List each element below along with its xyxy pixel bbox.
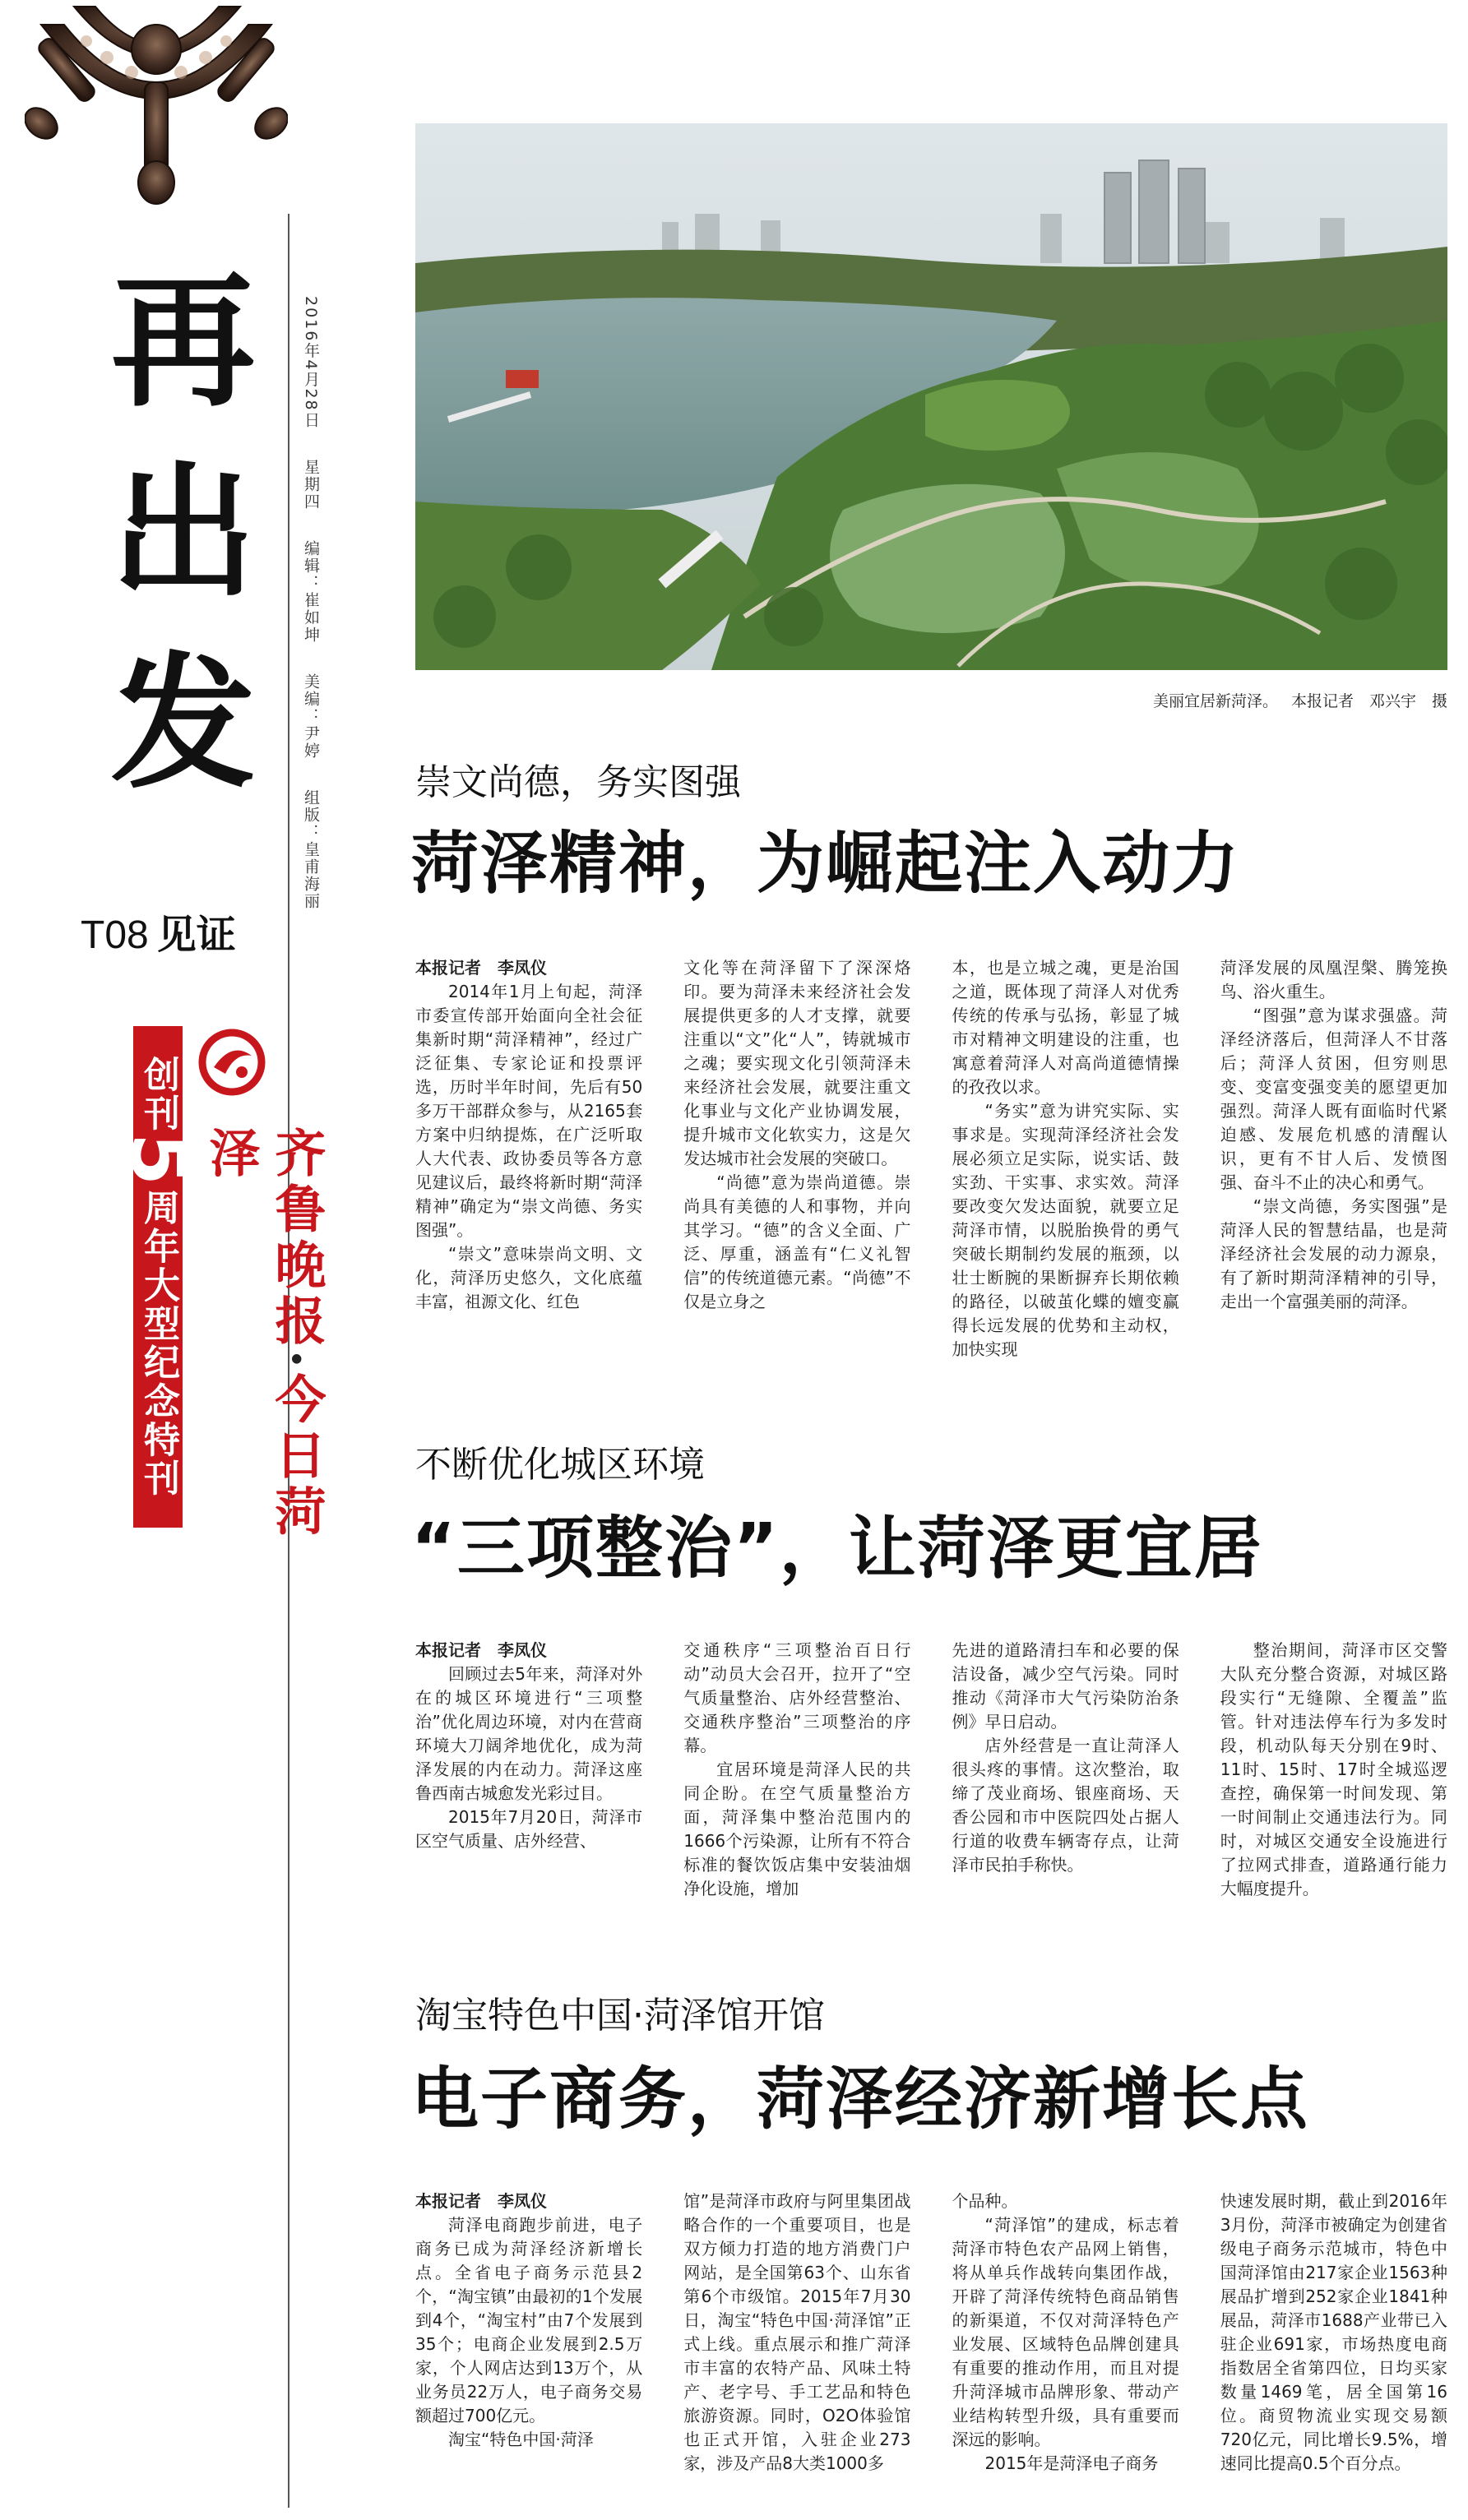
paragraph: 2015年7月20日，菏泽市区空气质量、店外经营、	[415, 1807, 643, 1851]
photo-caption-text: 美丽宜居新菏泽。	[1152, 692, 1278, 710]
article-3-headline: 电子商务，菏泽经济新增长点	[411, 2060, 1310, 2139]
paragraph: “尚德”意为崇尚道德。崇尚具有美德的人和事物，并向其学习。“德”的含义全面、广泛、厚重，涵盖有“仁义礼智信”的传统道德元素。“尚德”不仅是立身之	[683, 1172, 911, 1311]
paragraph: 菏泽发展的凤凰涅槃、腾笼换鸟、浴火重生。	[1220, 958, 1447, 1001]
paragraph: 店外经营是一直让菏泽人很头疼的事情。这次整治，取缔了茂业商场、银座商场、天香公园和市中医院四处占据人行道的收费车辆寄存点，让菏泽市民拍手称快。	[952, 1736, 1179, 1875]
article-1-body	[415, 956, 1447, 1376]
article-1-headline: 菏泽精神，为崛起注入动力	[411, 825, 1241, 903]
paragraph: 宜居环境是菏泽人民的共同企盼。在空气质量整治方面，菏泽集中整治范围内的1666个污染源，让所有不符合标准的餐饮饭店集中安装油烟净化设施，增加	[683, 1759, 911, 1898]
issue-date: 2016年4月28日	[302, 296, 320, 429]
article-1-column	[415, 956, 642, 1376]
paragraph: 交通秩序“三项整治百日行动”动员大会召开，拉开了“空气质量整治、店外经营整治、交通秩序整治”三项整治的序幕。	[683, 1640, 911, 1755]
article-2-column	[683, 1639, 910, 1967]
article-3-body	[415, 2189, 1447, 2510]
layout-credit: 组版：皇甫海丽	[302, 788, 320, 910]
article-1-column	[683, 956, 910, 1376]
city-lake-photo	[415, 123, 1447, 670]
ship-wheel-ornament	[25, 0, 288, 206]
paragraph: 整治期间，菏泽市区交警大队充分整合资源，对城区路段实行“无缝隙、全覆盖”监管。针对违法停车行为多发时段，机动队每天分别在9时、11时、15时、17时全城巡逻查控，确保第一时间发现、第一时间制止交通违法行为。同时，对城区交通安全设施进行了拉网式排查，道路通行能力大幅度提升。	[1220, 1640, 1447, 1898]
paper-edition: 今日菏泽	[201, 1126, 326, 1541]
photo-caption	[415, 689, 1447, 711]
paragraph: 先进的道路清扫车和必要的保洁设备，减少空气污染。同时推动《菏泽市大气污染防治条例》早日启动。	[952, 1640, 1179, 1732]
article-1-byline: 本报记者 李凤仪	[415, 958, 547, 978]
designer-credit: 美编：尹婷	[302, 673, 320, 760]
paragraph: “崇文尚德，务实图强”是菏泽人民的智慧结晶，也是菏泽经济社会发展的动力源泉，有了新时期菏泽精神的引导，走出一个富强美丽的菏泽。	[1220, 1196, 1447, 1311]
anniversary-suffix: 周年大型纪念特刊	[137, 1188, 179, 1498]
paper-name: 齐鲁晚报·今日菏泽	[201, 1126, 326, 1541]
article-2-column	[1220, 1639, 1447, 1967]
anniversary-prefix: 创刊	[137, 1056, 179, 1134]
paragraph: 2015年是菏泽电子商务	[984, 2453, 1159, 2473]
page-number	[81, 903, 236, 959]
article-2-column	[952, 1639, 1179, 1967]
issue-weekday: 星期四	[302, 458, 320, 511]
paragraph: 个品种。	[952, 2191, 1018, 2211]
anniversary-number: 5	[114, 1133, 202, 1189]
article-1-column	[952, 956, 1179, 1376]
paragraph: 2014年1月上旬起，菏泽市委宣传部开始面向全社会征集新时期“菏泽精神”，经过广泛征集、专家论证和投票评选，历时半年时间，先后有50多万干部群众参与，从2165套方案中归纳提炼，在广泛听取人大代表、政协委员等各方意见建议后，最终将新时期“菏泽精神”确定为“崇文尚德、务实图强”。	[415, 982, 643, 1240]
article-3-byline: 本报记者 李凤仪	[415, 2191, 547, 2211]
article-2-column	[415, 1639, 642, 1967]
article-3-column	[952, 2189, 1179, 2510]
article-2-headline: “三项整治”，让菏泽更宜居	[411, 1510, 1263, 1588]
paragraph: 回顾过去5年来，菏泽对外在的城区环境进行“三项整治”优化周边环境，对内在营商环境大刀阔斧地优化，成为菏泽发展的内在动力。菏泽这座鲁西南古城愈发光彩过目。	[415, 1664, 643, 1803]
paragraph: 快速发展时期，截止到2016年3月份，菏泽市被确定为创建省级电子商务示范城市，特色中国菏泽馆由217家企业1563种展品扩增到252家企业1841种展品，菏泽市1688产业带已入驻企业691家，市场热度电商指数居全省第四位，日均买家数量1469笔，居全国第16位。商贸物流业实现交易额720亿元，同比增长9.5%，增速同比提高0.5个百分点。	[1220, 2191, 1447, 2473]
article-3-column	[415, 2189, 642, 2510]
paper-name-text: 齐鲁晚报	[266, 1126, 326, 1350]
anniversary-banner	[114, 1026, 202, 1528]
article-2-byline: 本报记者 李凤仪	[415, 1640, 547, 1660]
article-3-column	[1220, 2189, 1447, 2510]
paragraph: 本，也是立城之魂，更是治国之道，既体现了菏泽人对优秀传统的传承与弘扬，彰显了城市对精神文明建设的注重，也寓意着菏泽人对高尚道德情操的孜孜以求。	[952, 958, 1179, 1097]
paragraph: “图强”意为谋求强盛。菏泽经济落后，但菏泽人不甘落后；菏泽人贫困，但穷则思变、变富变强变美的愿望更加强烈。菏泽人既有面临时代紧迫感、发展危机感的清醒认识，更有不甘人后、发愤图强、奋斗不止的决心和勇气。	[1220, 1006, 1447, 1192]
paragraph: 文化等在菏泽留下了深深烙印。要为菏泽未来经济社会发展提供更多的人才支撑，就要注重以“文”化“人”，铸就城市之魂；要实现文化引领菏泽未来经济社会发展，就要注重文化事业与文化产业协调发展，提升城市文化软实力，这是欠发达城市社会发展的突破口。	[683, 958, 911, 1168]
article-1-kicker: 崇文尚德，务实图强	[415, 761, 741, 803]
issue-meta	[300, 296, 322, 1036]
editor-credit: 编辑：崔如坤	[302, 539, 320, 644]
section-name: 见证	[156, 912, 236, 958]
paragraph: 馆”是菏泽市政府与阿里集团战略合作的一个重要项目，也是双方倾力打造的地方消费门户网站，是全国第63个、山东省第6个市级馆。2015年7月30日，淘宝“特色中国·菏泽馆”正式上线。重点展示和推广菏泽市丰富的农特产品、风味土特产、老字号、手工艺品和特色旅游资源。同时，O2O体验馆也正式开馆，入驻企业273家，涉及产品8大类1000多	[683, 2191, 911, 2473]
paragraph: “菏泽馆”的建成，标志着菏泽市特色农产品网上销售，将从单兵作战转向集团作战，开辟了菏泽传统特色商品销售的新渠道，不仅对菏泽特色产业发展、区域特色品牌创建具有重要的推动作用，而且对提升菏泽城市品牌形象、带动产业结构转型升级，具有重要而深远的影响。	[952, 2215, 1179, 2449]
article-2-kicker: 不断优化城区环境	[415, 1444, 705, 1486]
article-3-column	[683, 2189, 910, 2510]
masthead-title: 再出发	[110, 257, 251, 808]
page-code: T08	[81, 913, 149, 957]
paragraph: 淘宝“特色中国·菏泽	[448, 2430, 594, 2449]
article-3-kicker: 淘宝特色中国·菏泽馆开馆	[415, 1995, 825, 2037]
article-2-body	[415, 1639, 1447, 1967]
photo-credit: 本报记者 邓兴宇 摄	[1290, 692, 1447, 710]
paragraph: “务实”意为讲究实际、实事求是。实现菏泽经济社会发展必须立足实际，说实话、鼓实劲、干实事、求实效。菏泽要改变欠发达面貌，就要立足菏泽市情，以脱胎换骨的勇气突破长期制约发展的瓶颈，以壮士断腕的果断摒弃长期依赖的路径，以破茧化蝶的嬗变赢得长远发展的优势和主动权，加快实现	[952, 1101, 1179, 1359]
paragraph: “崇文”意味崇尚文明、文化，菏泽历史悠久，文化底蕴丰富，祖源文化、红色	[415, 1244, 643, 1311]
paper-logo-icon	[192, 1020, 271, 1118]
paragraph: 菏泽电商跑步前进，电子商务已成为菏泽经济新增长点。全省电子商务示范县2个，“淘宝镇”由最初的1个发展到4个，“淘宝村”由7个发展到35个；电商企业发展到2.5万家，个人网店达到13万个，从业务员22万人，电子商务交易额超过700亿元。	[415, 2215, 643, 2425]
article-1-column	[1220, 956, 1447, 1376]
